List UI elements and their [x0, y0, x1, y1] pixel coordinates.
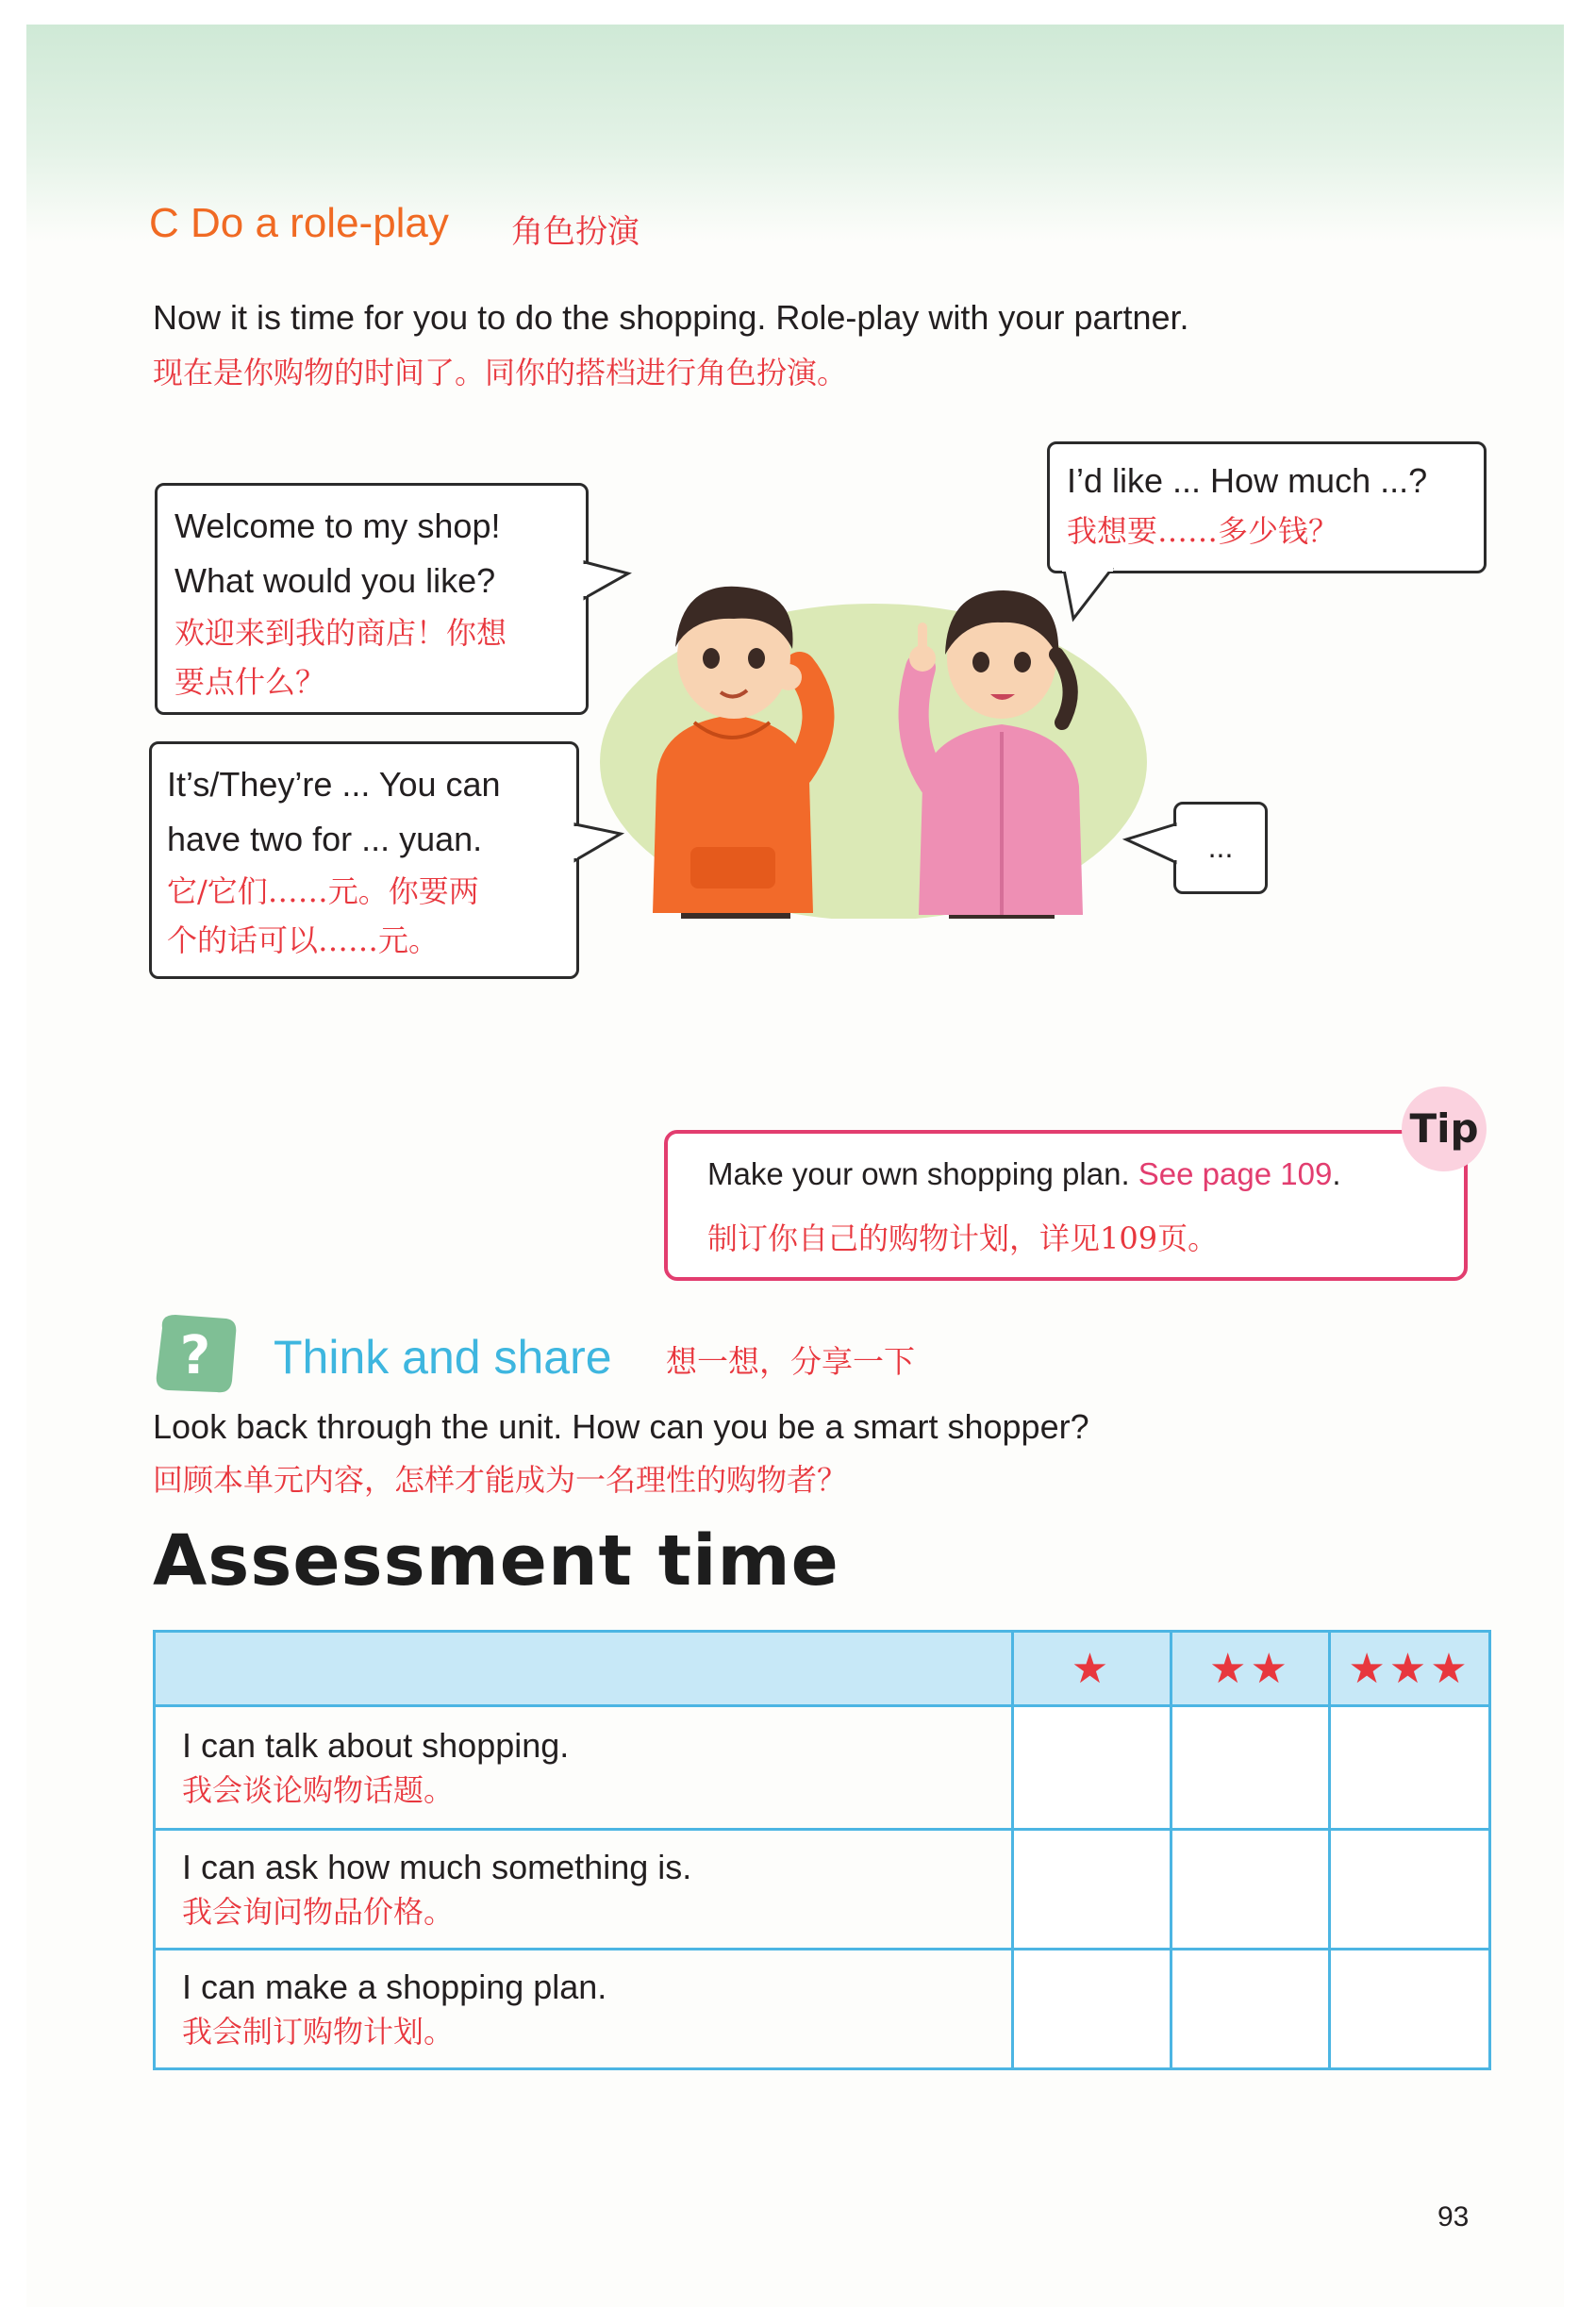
bubble-line-zh: 它/它们……元。你要两 [167, 873, 479, 909]
think-share-question-zh: 回顾本单元内容，怎样才能成为一名理性的购物者？ [153, 1462, 848, 1498]
tip-page-reference: See page 109 [1138, 1156, 1333, 1191]
rating-cell-one-star[interactable] [1013, 1950, 1171, 2069]
skill-en: I can talk about shopping. [182, 1726, 570, 1765]
speech-bubble-price [149, 741, 579, 979]
one-star-header: ★ [1013, 1632, 1171, 1706]
bubble-line: have two for ... yuan. [167, 820, 483, 858]
svg-text:?: ? [179, 1325, 211, 1386]
think-share-question-en: Look back through the unit. How can you be a smart shopper? [153, 1407, 1089, 1446]
tip-badge: Tip [1402, 1087, 1487, 1171]
speech-bubble-how-much [1047, 441, 1487, 573]
tip-period: . [1332, 1156, 1341, 1191]
table-row [155, 1706, 1490, 1830]
assessment-table [153, 1630, 1491, 2070]
skill-cell [155, 1830, 1013, 1950]
rating-cell-three-star[interactable] [1330, 1830, 1490, 1950]
rating-cell-one-star[interactable] [1013, 1706, 1171, 1830]
bubble-line: It’s/They’re ... You can [167, 765, 501, 804]
two-star-header: ★★ [1171, 1632, 1330, 1706]
tip-text-zh: 制订你自己的购物计划，详见109页。 [707, 1220, 1219, 1256]
skill-en: I can ask how much something is. [182, 1848, 692, 1886]
table-row [155, 1950, 1490, 2069]
section-c-title-zh: 角色扮演 [511, 213, 640, 251]
bubble-line-zh: 我想要……多少钱？ [1067, 513, 1339, 549]
rating-cell-two-star[interactable] [1171, 1950, 1330, 2069]
bubble-line: I’d like ... How much ...? [1067, 461, 1428, 500]
skill-zh: 我会询问物品价格。 [182, 1894, 455, 1930]
bubble-line: What would you like? [174, 561, 496, 600]
section-c-title: C Do a role-play [149, 200, 449, 246]
tip-box [664, 1130, 1468, 1281]
think-share-title-zh: 想一想，分享一下 [666, 1343, 915, 1380]
page-number: 93 [1437, 2201, 1470, 2233]
skill-zh: 我会谈论购物话题。 [182, 1772, 455, 1808]
tip-text: Make your own shopping plan. [707, 1156, 1130, 1191]
speech-bubble-ellipsis [1173, 802, 1268, 894]
table-row [155, 1830, 1490, 1950]
rating-cell-three-star[interactable] [1330, 1950, 1490, 2069]
bubble-line: ... [1207, 830, 1234, 864]
think-share-title: Think and share [274, 1331, 612, 1384]
table-header-row [155, 1632, 1490, 1706]
header-blank-cell [155, 1632, 1013, 1706]
bubble-line-zh: 要点什么？ [174, 664, 326, 700]
rating-cell-three-star[interactable] [1330, 1706, 1490, 1830]
assessment-title: Assessment time [153, 1520, 839, 1602]
bubble-line-zh: 个的话可以……元。 [167, 922, 440, 958]
skill-cell [155, 1950, 1013, 2069]
rating-cell-two-star[interactable] [1171, 1830, 1330, 1950]
bubble-line: Welcome to my shop! [174, 506, 501, 545]
tip-text-en [707, 1156, 1341, 1192]
role-play-instruction-zh: 现在是你购物的时间了。同你的搭档进行角色扮演。 [153, 355, 848, 390]
rating-cell-one-star[interactable] [1013, 1830, 1171, 1950]
speech-bubble-welcome [155, 483, 589, 715]
textbook-page [26, 25, 1564, 2307]
question-mark-icon [151, 1311, 240, 1398]
bubble-line-zh: 欢迎来到我的商店！你想 [174, 615, 507, 651]
skill-en: I can make a shopping plan. [182, 1967, 607, 2006]
skill-zh: 我会制订购物计划。 [182, 2014, 455, 2050]
children-illustration [590, 564, 1147, 919]
skill-cell [155, 1706, 1013, 1830]
three-star-header: ★★★ [1330, 1632, 1490, 1706]
rating-cell-two-star[interactable] [1171, 1706, 1330, 1830]
role-play-instruction-en: Now it is time for you to do the shopping. Role-play with your partner. [153, 298, 1189, 337]
